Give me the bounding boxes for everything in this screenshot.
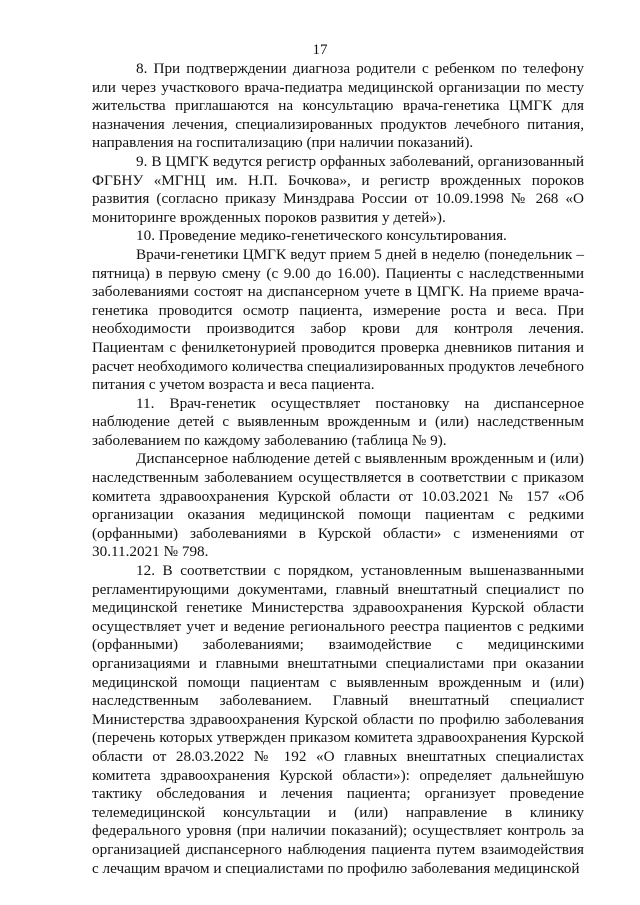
page-number: 17 <box>312 42 328 58</box>
paragraph-11-text: Диспансерное наблюдение детей с выявленным врожденным и (или) наследственным заболеванием осуществляется в соответствии с приказом комитета здравоохранения Курской области от 10.03.2021 № 157 «Об организации оказания медицинской помощи пациентам с редкими (орфанными) заболеваниями в Курской области» с изменениями от 30.11.2021 № 798. <box>92 450 584 561</box>
document-body <box>92 60 584 878</box>
paragraph-8: 8. При подтверждении диагноза родители с ребенком по телефону или через участкового врача-педиатра медицинской организации по месту жительства приглашаются на консультацию врача-генетика ЦМГК для назначения лечения, специализированных продуктов лечебного питания, направления на госпитализацию (при наличии показаний). <box>92 60 584 152</box>
paragraph-9: 9. В ЦМГК ведутся регистр орфанных заболеваний, организованный ФГБНУ «МГНЦ им. Н.П. Бочкова», и регистр врожденных пороков развития (согласно приказу Минздрава России от 10.09.1998 № 268 «О мониторинге врожденных пороков развития у детей»). <box>92 152 584 226</box>
paragraph-11: 11. Врач-генетик осуществляет постановку на диспансерное наблюдение детей с выявленным врожденным и (или) наследственным заболеванием по каждому заболеванию (таблица № 9). <box>92 394 584 449</box>
paragraph-12: 12. В соответствии с порядком, установленным вышеназванными регламентирующими документами, главный внештатный специалист по медицинской генетике Министерства здравоохранения Курской области осуществляет учет и ведение регионального реестра пациентов с редкими (орфанными) заболеваниями; взаимодействие с медицинскими организациями и главными внештатными специалистами при оказании медицинской помощи пациентам с выявленным врожденным и (или) наследственным заболеванием. Главный внештатный специалист Министерства здравоохранения Курской области по профилю заболевания (перечень которых утвержден приказом комитета здравоохранения Курской области от 28.03.2022 № 192 «О главных внештатных специалистах комитета здравоохранения Курской области»): определяет дальнейшую тактику обследования и лечения пациента; организует проведение телемедицинской консультации и (или) направление в клинику федерального уровня (при наличии показаний); осуществляет контроль за организацией диспансерного наблюдения пациента путем взаимодействия с лечащим врачом и специалистами по профилю заболевания медицинской <box>92 562 584 877</box>
paragraph-10-text: Врачи-генетики ЦМГК ведут прием 5 дней в неделю (понедельник – пятница) в первую смену (с 9.00 до 16.00). Пациенты с наследственными заболеваниями состоят на диспансерном учете в ЦМГК. На приеме врача-генетика проводится осмотр пациента, измерение роста и веса. При необходимости производится забор крови для контроля лечения. Пациентам с фенилкетонурией проводится проверка дневников питания и расчет необходимого количества специализированных продуктов лечебного питания с учетом возраста и веса пациента. <box>92 245 584 394</box>
paragraph-10-heading: 10. Проведение медико-генетического консультирования. <box>136 227 507 245</box>
